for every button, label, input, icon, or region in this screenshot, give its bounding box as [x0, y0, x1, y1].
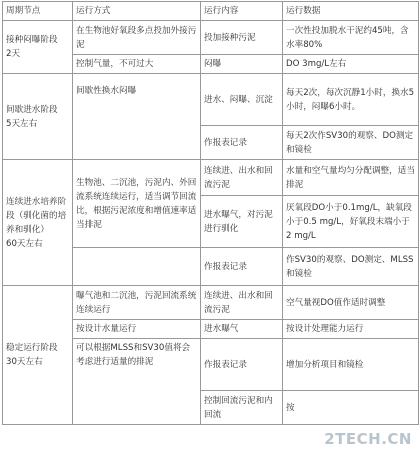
stage4-data-3: 增加分析项目和镜检	[283, 339, 419, 391]
stage3-mode-empty	[73, 248, 201, 286]
header-row	[3, 2, 419, 21]
stage2-data-2: 每天2次作SV30的观察、DO测定和镜检	[283, 126, 419, 160]
stage1-content-1: 投加接种污泥	[201, 21, 283, 55]
table-row	[3, 160, 419, 196]
stage4-content-2: 进水曝气	[201, 320, 283, 339]
stage3-node: 连续进水培养阶段（驯化菌的培养和驯化） 60天左右	[3, 160, 73, 286]
stage1-mode-1: 在生物池好氧段多点投加外接污泥	[73, 21, 201, 55]
stage2-mode: 间歇性换水闷曝	[73, 74, 201, 160]
stage4-mode-3: 可以根据MLSS和SV30值将会考虑进行适量的排泥	[73, 339, 201, 425]
stage4-content-1: 连续进、出水和回流污泥	[201, 286, 283, 320]
site-watermark: 2TECH.CN	[324, 430, 412, 448]
stage3-data-1: 水量和空气量均匀分配调整，适当排泥	[283, 160, 419, 196]
stage3-content-3: 作报表记录	[201, 248, 283, 286]
stage1-content-2: 闷曝	[201, 55, 283, 74]
stage1-data-2: DO 3mg/L左右	[283, 55, 419, 74]
stage3-data-3: 作SV30的观察、DO测定、MLSS和镜检	[283, 248, 419, 286]
stage1-data-1: 一次性投加脱水干泥约45吨，含水率80%	[283, 21, 419, 55]
stage2-data-1: 每天2次，每次沉静1小时，换水5小时，闷曝6小时。	[283, 74, 419, 126]
header-content: 运行内容	[201, 2, 283, 21]
table-row	[3, 21, 419, 55]
stage4-data-1: 空气量视DO值作适时调整	[283, 286, 419, 320]
stage3-content-1: 连续进、出水和回流污泥	[201, 160, 283, 196]
stage2-content-2: 作报表记录	[201, 126, 283, 160]
header-cycle-node: 周期节点	[3, 2, 73, 21]
stage1-mode-2: 控制气量，不可过大	[73, 55, 201, 74]
stage4-node: 稳定运行阶段 30天左右	[3, 286, 73, 425]
stage4-mode-2: 按设计水量运行	[73, 320, 201, 339]
stage2-content-1: 进水、闷曝、沉淀	[201, 74, 283, 126]
stage3-content-2: 进水曝气，对污泥进行驯化	[201, 196, 283, 248]
stage3-mode: 生物池、二沉池，污泥内、外回流系统连续运行，适当调节回流比，根据污泥浓度和增值速率适当排泥	[73, 160, 201, 248]
operation-table	[2, 1, 419, 425]
stage3-data-2: 厌氧段DO小于0.1mg/L，缺氧段小于0.5 mg/L，好氧段末端小于2 mg/L	[283, 196, 419, 248]
stage2-node: 间歇进水阶段 5天左右	[3, 74, 73, 160]
header-mode: 运行方式	[73, 2, 201, 21]
stage4-data-2: 按设计处理能力运行	[283, 320, 419, 339]
stage4-data-4: 按	[283, 391, 419, 425]
table-row	[3, 286, 419, 320]
stage4-mode-1: 曝气池和二沉池，污泥回流系统连续运行	[73, 286, 201, 320]
header-data: 运行数据	[283, 2, 419, 21]
stage4-content-3: 作报表记录	[201, 339, 283, 391]
stage1-node: 接种闷曝阶段 2天	[3, 21, 73, 74]
stage4-content-4: 控制回流污泥和内回流	[201, 391, 283, 425]
table-row	[3, 74, 419, 126]
